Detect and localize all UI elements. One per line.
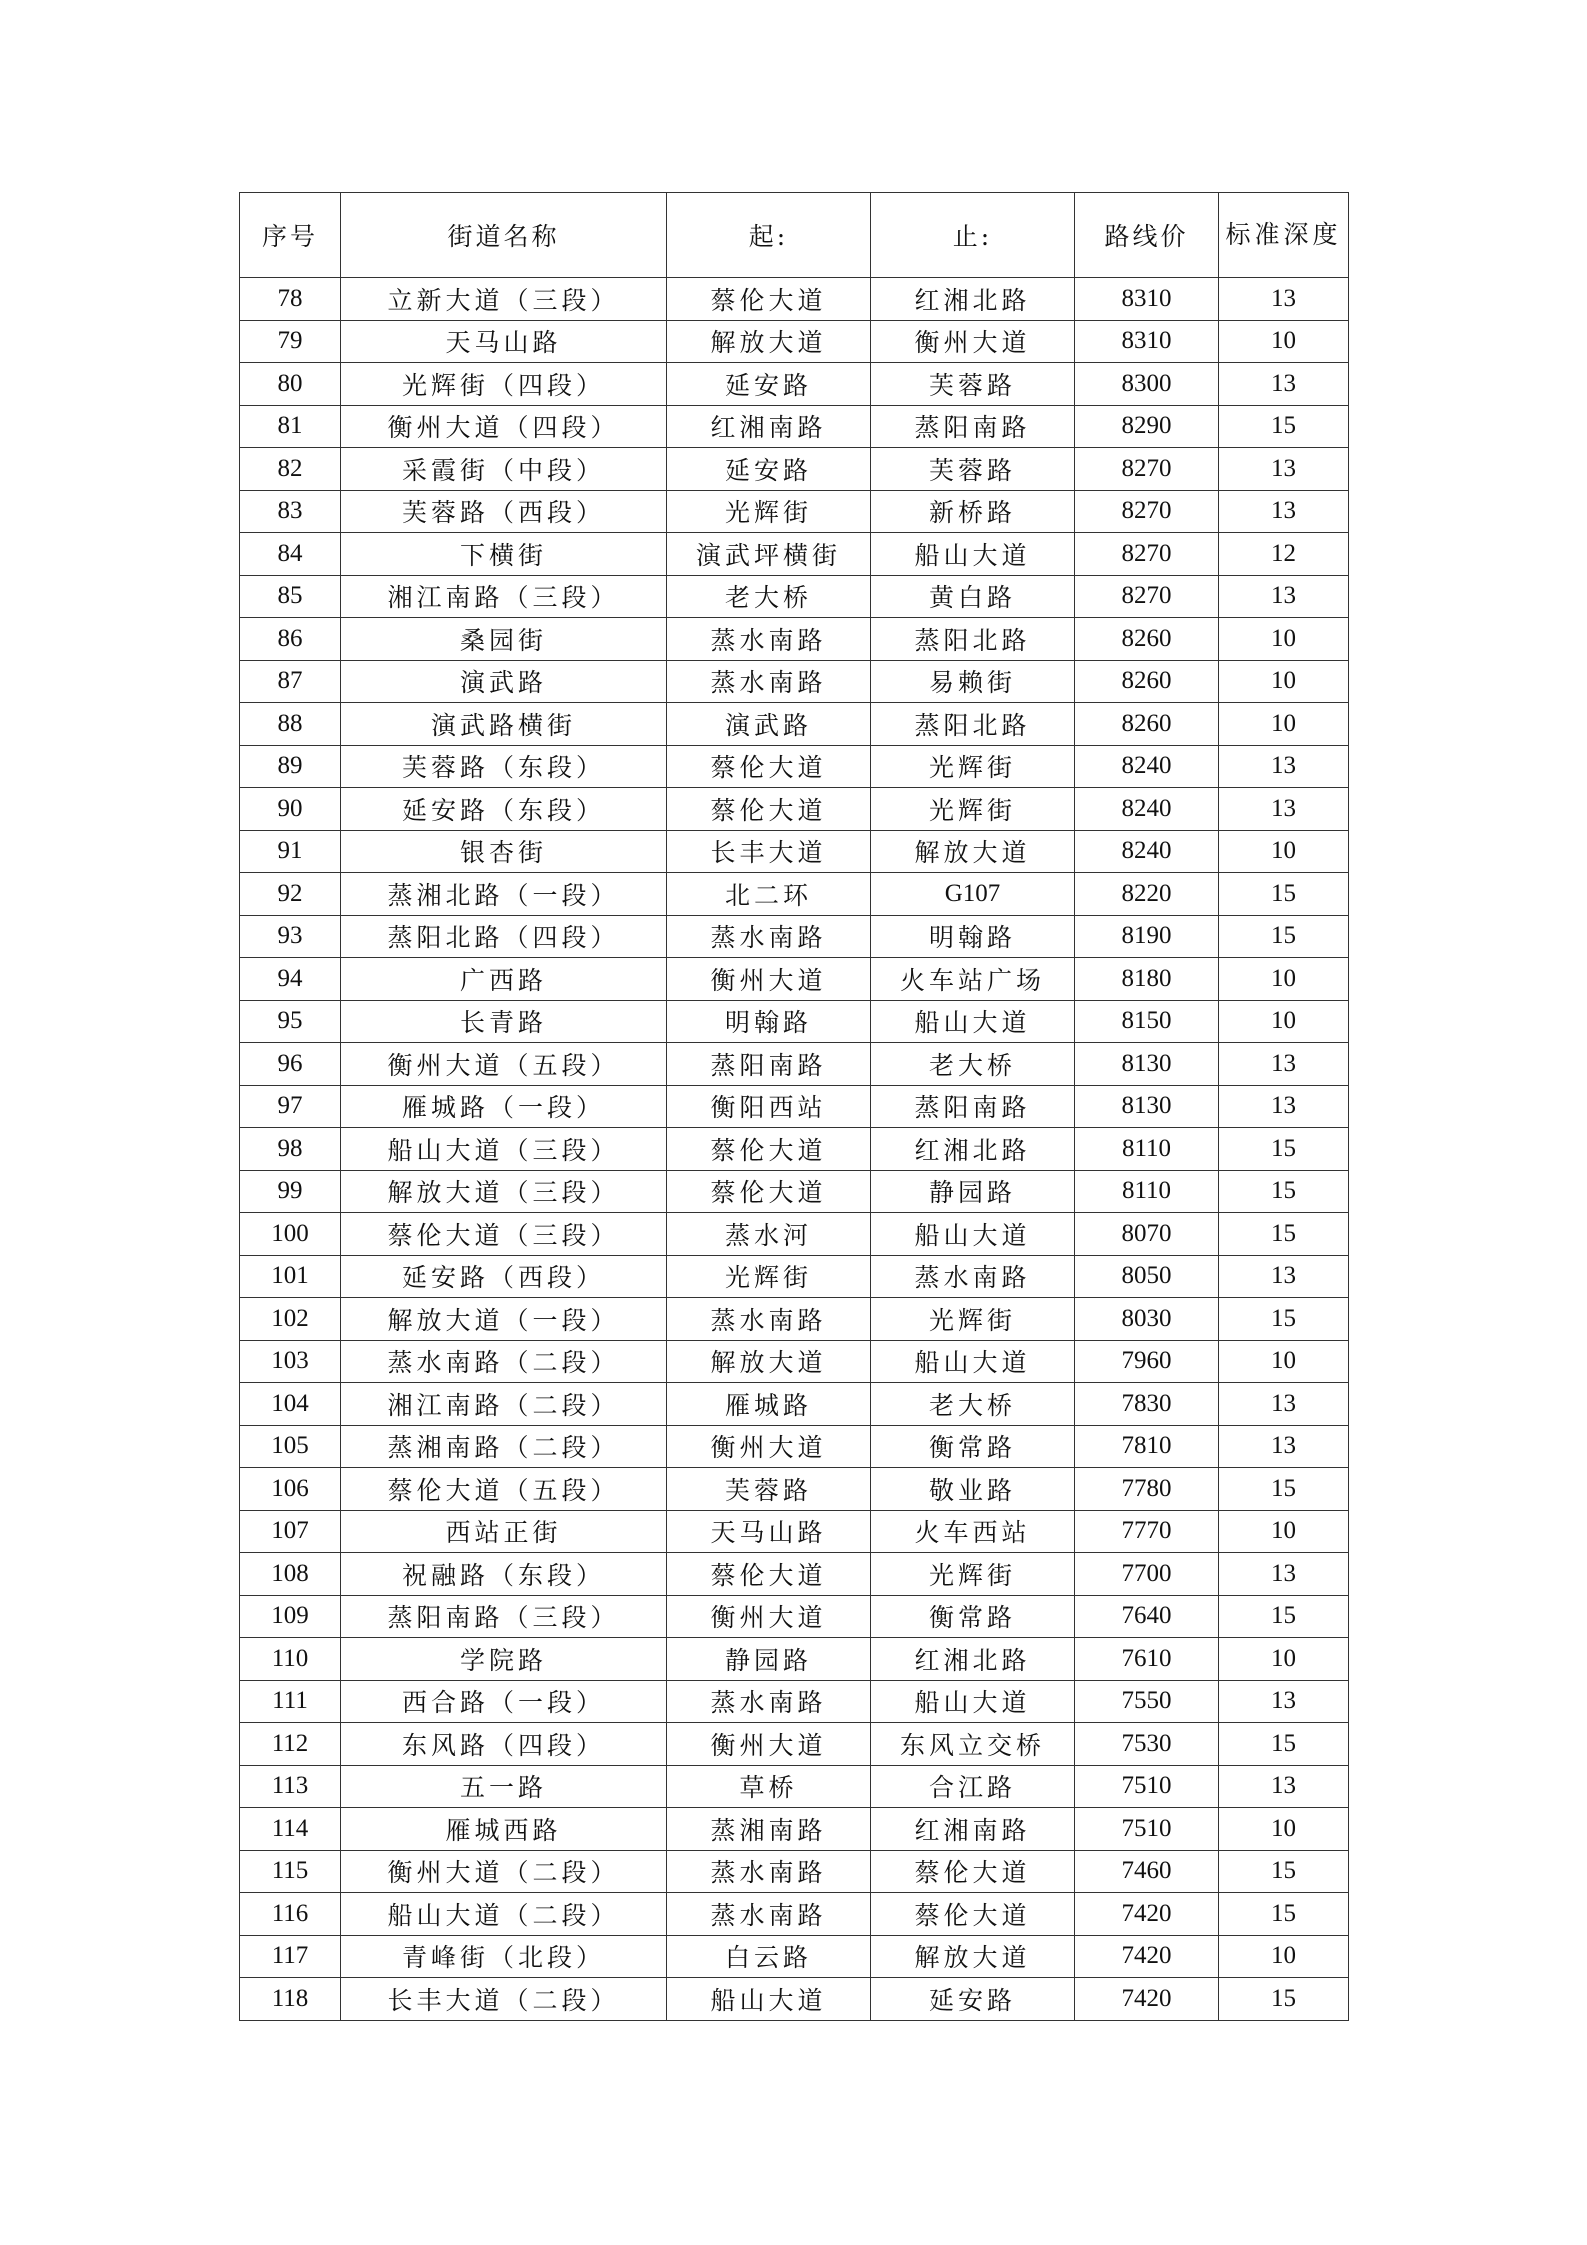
table-row — [240, 660, 1349, 703]
cell-street-name: 芙蓉路（东段） — [341, 745, 667, 788]
cell-to: 衡州大道 — [871, 320, 1075, 363]
cell-to: 火车站广场 — [871, 958, 1075, 1001]
cell-standard-depth: 15 — [1219, 1978, 1349, 2021]
cell-standard-depth: 15 — [1219, 1170, 1349, 1213]
header-street-name: 街道名称 — [341, 193, 667, 278]
table-row — [240, 958, 1349, 1001]
cell-to: 明翰路 — [871, 915, 1075, 958]
cell-route-price: 7780 — [1075, 1468, 1219, 1511]
cell-standard-depth: 13 — [1219, 788, 1349, 831]
cell-to: 红湘南路 — [871, 1808, 1075, 1851]
cell-index: 81 — [240, 405, 341, 448]
cell-index: 88 — [240, 703, 341, 746]
cell-from: 蒸水南路 — [667, 1893, 871, 1936]
cell-route-price: 8110 — [1075, 1170, 1219, 1213]
cell-index: 98 — [240, 1128, 341, 1171]
road-price-table — [239, 192, 1349, 2021]
cell-index: 114 — [240, 1808, 341, 1851]
cell-route-price: 7460 — [1075, 1850, 1219, 1893]
cell-from: 解放大道 — [667, 320, 871, 363]
cell-street-name: 长丰大道（二段） — [341, 1978, 667, 2021]
cell-route-price: 7640 — [1075, 1595, 1219, 1638]
cell-from: 延安路 — [667, 448, 871, 491]
cell-standard-depth: 10 — [1219, 660, 1349, 703]
table-row — [240, 1213, 1349, 1256]
cell-route-price: 8130 — [1075, 1085, 1219, 1128]
cell-from: 蔡伦大道 — [667, 278, 871, 321]
cell-to: 延安路 — [871, 1978, 1075, 2021]
cell-route-price: 7810 — [1075, 1425, 1219, 1468]
cell-from: 蔡伦大道 — [667, 788, 871, 831]
cell-street-name: 演武路横街 — [341, 703, 667, 746]
cell-street-name: 湘江南路（三段） — [341, 575, 667, 618]
table-row — [240, 1128, 1349, 1171]
cell-to: 东风立交桥 — [871, 1723, 1075, 1766]
cell-from: 雁城路 — [667, 1383, 871, 1426]
cell-standard-depth: 15 — [1219, 1128, 1349, 1171]
cell-index: 94 — [240, 958, 341, 1001]
cell-route-price: 8130 — [1075, 1043, 1219, 1086]
cell-standard-depth: 10 — [1219, 958, 1349, 1001]
table-row — [240, 1893, 1349, 1936]
table-header — [240, 193, 1349, 278]
cell-street-name: 湘江南路（二段） — [341, 1383, 667, 1426]
cell-to: 光辉街 — [871, 1298, 1075, 1341]
cell-standard-depth: 10 — [1219, 703, 1349, 746]
cell-street-name: 船山大道（二段） — [341, 1893, 667, 1936]
cell-street-name: 采霞街（中段） — [341, 448, 667, 491]
cell-street-name: 雁城路（一段） — [341, 1085, 667, 1128]
table-row — [240, 1935, 1349, 1978]
cell-standard-depth: 15 — [1219, 915, 1349, 958]
table-row — [240, 1680, 1349, 1723]
cell-standard-depth: 10 — [1219, 1638, 1349, 1681]
cell-route-price: 8190 — [1075, 915, 1219, 958]
cell-standard-depth: 15 — [1219, 1850, 1349, 1893]
cell-standard-depth: 13 — [1219, 575, 1349, 618]
cell-index: 118 — [240, 1978, 341, 2021]
cell-route-price: 8260 — [1075, 703, 1219, 746]
cell-street-name: 广西路 — [341, 958, 667, 1001]
cell-from: 静园路 — [667, 1638, 871, 1681]
table-row — [240, 1468, 1349, 1511]
cell-route-price: 8030 — [1075, 1298, 1219, 1341]
cell-to: 老大桥 — [871, 1043, 1075, 1086]
cell-street-name: 长青路 — [341, 1000, 667, 1043]
cell-index: 115 — [240, 1850, 341, 1893]
cell-street-name: 演武路 — [341, 660, 667, 703]
header-standard-depth: 标准深度 — [1219, 193, 1349, 278]
cell-from: 衡州大道 — [667, 1425, 871, 1468]
cell-street-name: 芙蓉路（西段） — [341, 490, 667, 533]
cell-index: 82 — [240, 448, 341, 491]
cell-to: 火车西站 — [871, 1510, 1075, 1553]
cell-standard-depth: 10 — [1219, 830, 1349, 873]
cell-to: 合江路 — [871, 1765, 1075, 1808]
cell-to: 黄白路 — [871, 575, 1075, 618]
table-row — [240, 1638, 1349, 1681]
cell-standard-depth: 15 — [1219, 1893, 1349, 1936]
table-row — [240, 533, 1349, 576]
cell-from: 天马山路 — [667, 1510, 871, 1553]
cell-from: 光辉街 — [667, 490, 871, 533]
cell-to: 红湘北路 — [871, 1128, 1075, 1171]
cell-index: 84 — [240, 533, 341, 576]
cell-from: 明翰路 — [667, 1000, 871, 1043]
cell-from: 蒸水南路 — [667, 1680, 871, 1723]
cell-index: 107 — [240, 1510, 341, 1553]
cell-index: 109 — [240, 1595, 341, 1638]
cell-street-name: 天马山路 — [341, 320, 667, 363]
table-row — [240, 1595, 1349, 1638]
cell-standard-depth: 13 — [1219, 1765, 1349, 1808]
header-from: 起: — [667, 193, 871, 278]
cell-street-name: 蒸阳南路（三段） — [341, 1595, 667, 1638]
cell-to: 光辉街 — [871, 1553, 1075, 1596]
cell-index: 96 — [240, 1043, 341, 1086]
table-row — [240, 618, 1349, 661]
cell-route-price: 8220 — [1075, 873, 1219, 916]
cell-index: 78 — [240, 278, 341, 321]
cell-street-name: 蒸水南路（二段） — [341, 1340, 667, 1383]
cell-index: 99 — [240, 1170, 341, 1213]
table-row — [240, 1978, 1349, 2021]
cell-standard-depth: 13 — [1219, 1043, 1349, 1086]
cell-from: 蔡伦大道 — [667, 745, 871, 788]
cell-index: 117 — [240, 1935, 341, 1978]
cell-index: 83 — [240, 490, 341, 533]
cell-route-price: 7770 — [1075, 1510, 1219, 1553]
cell-index: 80 — [240, 363, 341, 406]
header-route-price: 路线价 — [1075, 193, 1219, 278]
cell-route-price: 7610 — [1075, 1638, 1219, 1681]
cell-standard-depth: 10 — [1219, 1935, 1349, 1978]
cell-street-name: 蒸湘南路（二段） — [341, 1425, 667, 1468]
table-row — [240, 830, 1349, 873]
cell-from: 芙蓉路 — [667, 1468, 871, 1511]
cell-route-price: 7420 — [1075, 1893, 1219, 1936]
table-row — [240, 278, 1349, 321]
table-row — [240, 745, 1349, 788]
cell-standard-depth: 10 — [1219, 618, 1349, 661]
table-row — [240, 1808, 1349, 1851]
cell-street-name: 蔡伦大道（五段） — [341, 1468, 667, 1511]
cell-to: 光辉街 — [871, 788, 1075, 831]
cell-route-price: 8150 — [1075, 1000, 1219, 1043]
cell-from: 衡州大道 — [667, 958, 871, 1001]
cell-index: 100 — [240, 1213, 341, 1256]
cell-to: 船山大道 — [871, 1680, 1075, 1723]
cell-standard-depth: 13 — [1219, 1680, 1349, 1723]
cell-to: 光辉街 — [871, 745, 1075, 788]
cell-index: 111 — [240, 1680, 341, 1723]
table-row — [240, 1383, 1349, 1426]
cell-street-name: 光辉街（四段） — [341, 363, 667, 406]
cell-route-price: 8300 — [1075, 363, 1219, 406]
cell-route-price: 8180 — [1075, 958, 1219, 1001]
cell-route-price: 8270 — [1075, 533, 1219, 576]
cell-index: 106 — [240, 1468, 341, 1511]
cell-index: 95 — [240, 1000, 341, 1043]
cell-index: 92 — [240, 873, 341, 916]
header-index: 序号 — [240, 193, 341, 278]
cell-to: 老大桥 — [871, 1383, 1075, 1426]
cell-street-name: 衡州大道（二段） — [341, 1850, 667, 1893]
cell-from: 蒸水南路 — [667, 660, 871, 703]
cell-from: 红湘南路 — [667, 405, 871, 448]
cell-street-name: 延安路（东段） — [341, 788, 667, 831]
cell-index: 89 — [240, 745, 341, 788]
cell-from: 蒸水南路 — [667, 618, 871, 661]
cell-route-price: 7700 — [1075, 1553, 1219, 1596]
cell-to: 解放大道 — [871, 1935, 1075, 1978]
cell-index: 87 — [240, 660, 341, 703]
cell-route-price: 8310 — [1075, 278, 1219, 321]
table-row — [240, 1765, 1349, 1808]
table-row — [240, 1085, 1349, 1128]
cell-to: 解放大道 — [871, 830, 1075, 873]
cell-street-name: 祝融路（东段） — [341, 1553, 667, 1596]
cell-to: 船山大道 — [871, 1213, 1075, 1256]
table-row — [240, 490, 1349, 533]
cell-from: 船山大道 — [667, 1978, 871, 2021]
cell-route-price: 7550 — [1075, 1680, 1219, 1723]
cell-standard-depth: 10 — [1219, 1510, 1349, 1553]
cell-street-name: 西站正街 — [341, 1510, 667, 1553]
cell-index: 103 — [240, 1340, 341, 1383]
cell-standard-depth: 13 — [1219, 1255, 1349, 1298]
cell-street-name: 西合路（一段） — [341, 1680, 667, 1723]
cell-to: 衡常路 — [871, 1595, 1075, 1638]
cell-standard-depth: 15 — [1219, 1468, 1349, 1511]
cell-standard-depth: 13 — [1219, 278, 1349, 321]
cell-to: 红湘北路 — [871, 278, 1075, 321]
cell-route-price: 8290 — [1075, 405, 1219, 448]
cell-from: 草桥 — [667, 1765, 871, 1808]
cell-route-price: 7420 — [1075, 1978, 1219, 2021]
cell-index: 113 — [240, 1765, 341, 1808]
cell-from: 长丰大道 — [667, 830, 871, 873]
table-row — [240, 1510, 1349, 1553]
cell-from: 衡阳西站 — [667, 1085, 871, 1128]
cell-street-name: 青峰街（北段） — [341, 1935, 667, 1978]
cell-street-name: 延安路（西段） — [341, 1255, 667, 1298]
cell-index: 85 — [240, 575, 341, 618]
cell-standard-depth: 13 — [1219, 1383, 1349, 1426]
cell-to: 敬业路 — [871, 1468, 1075, 1511]
cell-to: 船山大道 — [871, 1340, 1075, 1383]
cell-from: 蒸水南路 — [667, 1298, 871, 1341]
cell-route-price: 7530 — [1075, 1723, 1219, 1766]
table-row — [240, 915, 1349, 958]
cell-route-price: 8240 — [1075, 788, 1219, 831]
cell-to: 蒸阳北路 — [871, 703, 1075, 746]
cell-street-name: 立新大道（三段） — [341, 278, 667, 321]
table-row — [240, 1043, 1349, 1086]
cell-from: 蒸水河 — [667, 1213, 871, 1256]
cell-standard-depth: 12 — [1219, 533, 1349, 576]
cell-route-price: 8050 — [1075, 1255, 1219, 1298]
cell-route-price: 8260 — [1075, 618, 1219, 661]
cell-index: 116 — [240, 1893, 341, 1936]
cell-from: 蔡伦大道 — [667, 1553, 871, 1596]
cell-standard-depth: 10 — [1219, 1000, 1349, 1043]
cell-street-name: 蔡伦大道（三段） — [341, 1213, 667, 1256]
cell-standard-depth: 15 — [1219, 1723, 1349, 1766]
table-row — [240, 1340, 1349, 1383]
cell-route-price: 7510 — [1075, 1808, 1219, 1851]
cell-to: 蒸阳南路 — [871, 1085, 1075, 1128]
cell-index: 86 — [240, 618, 341, 661]
cell-route-price: 8240 — [1075, 830, 1219, 873]
cell-index: 90 — [240, 788, 341, 831]
cell-street-name: 银杏街 — [341, 830, 667, 873]
cell-standard-depth: 13 — [1219, 1553, 1349, 1596]
cell-to: 衡常路 — [871, 1425, 1075, 1468]
cell-from: 演武坪横街 — [667, 533, 871, 576]
table-row — [240, 363, 1349, 406]
header-row — [240, 193, 1349, 278]
cell-route-price: 7830 — [1075, 1383, 1219, 1426]
header-to: 止: — [871, 193, 1075, 278]
table-row — [240, 575, 1349, 618]
table-row — [240, 1553, 1349, 1596]
cell-street-name: 衡州大道（五段） — [341, 1043, 667, 1086]
cell-standard-depth: 13 — [1219, 1425, 1349, 1468]
cell-from: 衡州大道 — [667, 1595, 871, 1638]
cell-to: 蒸水南路 — [871, 1255, 1075, 1298]
table-row — [240, 1298, 1349, 1341]
cell-standard-depth: 15 — [1219, 1298, 1349, 1341]
cell-street-name: 东风路（四段） — [341, 1723, 667, 1766]
cell-route-price: 8270 — [1075, 490, 1219, 533]
cell-index: 112 — [240, 1723, 341, 1766]
cell-street-name: 雁城西路 — [341, 1808, 667, 1851]
cell-standard-depth: 10 — [1219, 320, 1349, 363]
cell-from: 老大桥 — [667, 575, 871, 618]
cell-standard-depth: 13 — [1219, 490, 1349, 533]
cell-to: 船山大道 — [871, 1000, 1075, 1043]
table-row — [240, 703, 1349, 746]
table-row — [240, 1170, 1349, 1213]
table-row — [240, 320, 1349, 363]
cell-to: 船山大道 — [871, 533, 1075, 576]
cell-route-price: 8240 — [1075, 745, 1219, 788]
cell-index: 93 — [240, 915, 341, 958]
cell-from: 北二环 — [667, 873, 871, 916]
cell-index: 110 — [240, 1638, 341, 1681]
cell-street-name: 船山大道（三段） — [341, 1128, 667, 1171]
cell-from: 蔡伦大道 — [667, 1170, 871, 1213]
cell-to: 蔡伦大道 — [871, 1850, 1075, 1893]
cell-standard-depth: 15 — [1219, 1595, 1349, 1638]
cell-from: 延安路 — [667, 363, 871, 406]
cell-from: 解放大道 — [667, 1340, 871, 1383]
cell-index: 91 — [240, 830, 341, 873]
table-row — [240, 1850, 1349, 1893]
cell-street-name: 学院路 — [341, 1638, 667, 1681]
cell-route-price: 8260 — [1075, 660, 1219, 703]
cell-from: 演武路 — [667, 703, 871, 746]
cell-to: 新桥路 — [871, 490, 1075, 533]
cell-street-name: 蒸阳北路（四段） — [341, 915, 667, 958]
cell-route-price: 8070 — [1075, 1213, 1219, 1256]
cell-street-name: 桑园街 — [341, 618, 667, 661]
table-row — [240, 1723, 1349, 1766]
table-row — [240, 1425, 1349, 1468]
cell-index: 79 — [240, 320, 341, 363]
cell-route-price: 7420 — [1075, 1935, 1219, 1978]
table-row — [240, 873, 1349, 916]
cell-standard-depth: 13 — [1219, 448, 1349, 491]
cell-standard-depth: 13 — [1219, 745, 1349, 788]
cell-from: 光辉街 — [667, 1255, 871, 1298]
cell-index: 105 — [240, 1425, 341, 1468]
cell-from: 蒸水南路 — [667, 1850, 871, 1893]
cell-standard-depth: 13 — [1219, 1085, 1349, 1128]
table-row — [240, 1255, 1349, 1298]
cell-from: 蒸阳南路 — [667, 1043, 871, 1086]
cell-to: G107 — [871, 873, 1075, 916]
cell-route-price: 7960 — [1075, 1340, 1219, 1383]
cell-index: 108 — [240, 1553, 341, 1596]
cell-street-name: 解放大道（三段） — [341, 1170, 667, 1213]
cell-to: 蔡伦大道 — [871, 1893, 1075, 1936]
cell-street-name: 五一路 — [341, 1765, 667, 1808]
cell-index: 101 — [240, 1255, 341, 1298]
cell-standard-depth: 13 — [1219, 363, 1349, 406]
cell-route-price: 8310 — [1075, 320, 1219, 363]
cell-standard-depth: 10 — [1219, 1340, 1349, 1383]
cell-to: 蒸阳北路 — [871, 618, 1075, 661]
cell-route-price: 8270 — [1075, 575, 1219, 618]
cell-standard-depth: 10 — [1219, 1808, 1349, 1851]
cell-to: 红湘北路 — [871, 1638, 1075, 1681]
cell-index: 104 — [240, 1383, 341, 1426]
cell-index: 102 — [240, 1298, 341, 1341]
cell-street-name: 衡州大道（四段） — [341, 405, 667, 448]
cell-from: 蔡伦大道 — [667, 1128, 871, 1171]
cell-to: 静园路 — [871, 1170, 1075, 1213]
cell-to: 芙蓉路 — [871, 363, 1075, 406]
cell-route-price: 7510 — [1075, 1765, 1219, 1808]
cell-route-price: 8270 — [1075, 448, 1219, 491]
cell-standard-depth: 15 — [1219, 1213, 1349, 1256]
table-row — [240, 405, 1349, 448]
cell-street-name: 下横街 — [341, 533, 667, 576]
table-row — [240, 1000, 1349, 1043]
table-row — [240, 788, 1349, 831]
cell-from: 蒸水南路 — [667, 915, 871, 958]
cell-standard-depth: 15 — [1219, 873, 1349, 916]
cell-from: 蒸湘南路 — [667, 1808, 871, 1851]
cell-street-name: 蒸湘北路（一段） — [341, 873, 667, 916]
cell-street-name: 解放大道（一段） — [341, 1298, 667, 1341]
cell-from: 白云路 — [667, 1935, 871, 1978]
cell-standard-depth: 15 — [1219, 405, 1349, 448]
table-row — [240, 448, 1349, 491]
cell-to: 蒸阳南路 — [871, 405, 1075, 448]
cell-to: 芙蓉路 — [871, 448, 1075, 491]
cell-route-price: 8110 — [1075, 1128, 1219, 1171]
table-body — [240, 278, 1349, 2021]
cell-to: 易赖街 — [871, 660, 1075, 703]
cell-index: 97 — [240, 1085, 341, 1128]
cell-from: 衡州大道 — [667, 1723, 871, 1766]
